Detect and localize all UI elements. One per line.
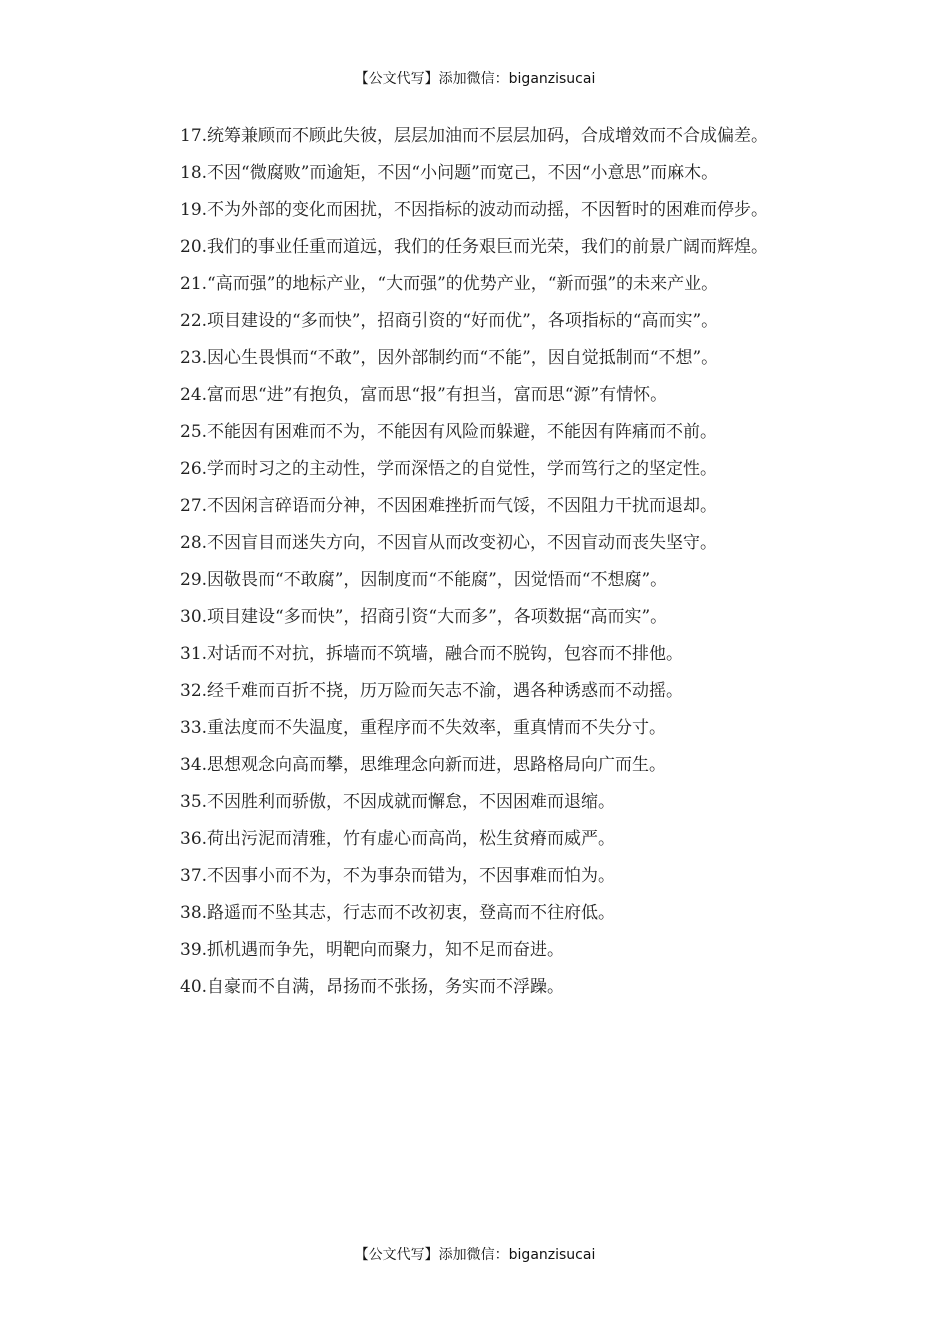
page-header: 【公文代写】添加微信：biganzisucai bbox=[354, 71, 596, 87]
list-item: 23.因心生畏惧而“不敢”，因外部制约而“不能”，因自觉抵制而“不想”。 bbox=[180, 348, 719, 368]
list-item: 27.不因闲言碎语而分神，不因困难挫折而气馁，不因阻力干扰而退却。 bbox=[180, 496, 718, 516]
list-item: 40.自豪而不自满，昂扬而不张扬，务实而不浮躁。 bbox=[180, 977, 565, 997]
list-item: 36.荷出污泥而清雅，竹有虚心而高尚，松生贫瘠而威严。 bbox=[180, 829, 616, 849]
list-item: 26.学而时习之的主动性，学而深悟之的自觉性，学而笃行之的坚定性。 bbox=[180, 459, 718, 479]
list-item: 17.统筹兼顾而不顾此失彼，层层加油而不层层加码，合成增效而不合成偏差。 bbox=[180, 126, 769, 146]
page-footer: 【公文代写】添加微信：biganzisucai bbox=[354, 1247, 596, 1263]
list-item: 35.不因胜利而骄傲，不因成就而懈怠，不因困难而退缩。 bbox=[180, 792, 616, 812]
document-body bbox=[144, 124, 806, 1012]
list-item: 38.路遥而不坠其志，行志而不改初衷，登高而不往府低。 bbox=[180, 903, 616, 923]
list-item: 21.“高而强”的地标产业，“大而强”的优势产业，“新而强”的未来产业。 bbox=[180, 274, 719, 294]
list-item: 34.思想观念向高而攀，思维理念向新而进，思路格局向广而生。 bbox=[180, 755, 667, 775]
list-item: 30.项目建设“多而快”，招商引资“大而多”，各项数据“高而实”。 bbox=[180, 607, 668, 627]
list-item: 25.不能因有困难而不为，不能因有风险而躲避，不能因有阵痛而不前。 bbox=[180, 422, 718, 442]
list-item: 32.经千难而百折不挠，历万险而矢志不渝，遇各种诱惑而不动摇。 bbox=[180, 681, 684, 701]
list-item: 20.我们的事业任重而道远，我们的任务艰巨而光荣，我们的前景广阔而辉煌。 bbox=[180, 237, 769, 257]
list-item: 31.对话而不对抗，拆墙而不筑墙，融合而不脱钩，包容而不排他。 bbox=[180, 644, 684, 664]
list-item: 24.富而思“进”有抱负，富而思“报”有担当，富而思“源”有情怀。 bbox=[180, 385, 668, 405]
list-item: 22.项目建设的“多而快”，招商引资的“好而优”，各项指标的“高而实”。 bbox=[180, 311, 719, 331]
list-item: 29.因敬畏而“不敢腐”，因制度而“不能腐”，因觉悟而“不想腐”。 bbox=[180, 570, 668, 590]
list-item: 37.不因事小而不为，不为事杂而错为，不因事难而怕为。 bbox=[180, 866, 616, 886]
list-item: 28.不因盲目而迷失方向，不因盲从而改变初心，不因盲动而丧失坚守。 bbox=[180, 533, 718, 553]
list-item: 19.不为外部的变化而困扰，不因指标的波动而动摇，不因暂时的困难而停步。 bbox=[180, 200, 769, 220]
list-item: 39.抓机遇而争先，明靶向而聚力，知不足而奋进。 bbox=[180, 940, 565, 960]
list-item: 18.不因“微腐败”而逾矩，不因“小问题”而宽己，不因“小意思”而麻木。 bbox=[180, 163, 719, 183]
list-item: 33.重法度而不失温度，重程序而不失效率，重真情而不失分寸。 bbox=[180, 718, 667, 738]
